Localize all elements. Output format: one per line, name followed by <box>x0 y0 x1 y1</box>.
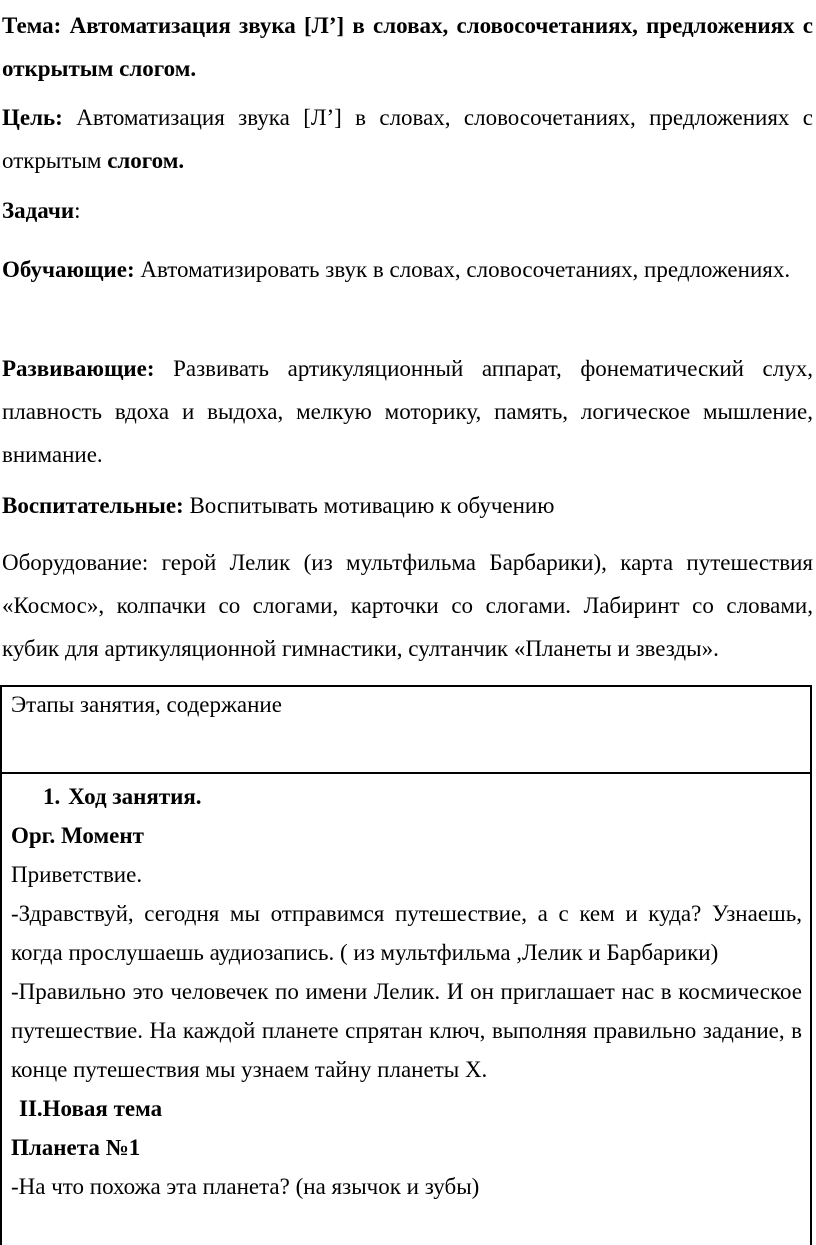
table-body-line <box>11 1167 802 1206</box>
goal-label: Цель: <box>2 105 63 130</box>
educational-label: Воспитательные: <box>2 493 184 518</box>
table-body-line <box>11 1128 802 1167</box>
table-body-line <box>11 972 802 1089</box>
section-heading: Планета №1 <box>11 1135 141 1160</box>
table-body-line <box>11 894 802 972</box>
educational-text: Воспитывать мотивацию к обучению <box>189 493 555 518</box>
body-text: -Правильно это человечек по имени Лелик. И он приглашает нас в космическое путешествие. На каждой планете спрятан ключ, выполняя правильно задание, в конце путешествия мы узнаем тайну планеты Х. <box>11 979 802 1082</box>
table-body-line <box>11 855 802 894</box>
tasks-heading <box>2 189 813 232</box>
teaching-text: Автоматизировать звук в словах, словосочетаниях, предложениях. <box>140 257 791 282</box>
body-text: -Здравствуй, сегодня мы отправимся путешествие, а с кем и куда? Узнаешь, когда прослушаешь аудиозапись. ( из мультфильма ,Лелик и Барбарики) <box>11 901 802 965</box>
topic-paragraph <box>2 4 813 90</box>
body-text: -На что похожа эта планета? (на язычок и зубы) <box>11 1174 480 1199</box>
list-number: 1. <box>43 784 61 809</box>
body-text: Приветствие. <box>11 862 143 887</box>
table-body-cell <box>11 777 802 1206</box>
table-body-line <box>11 1089 802 1128</box>
educational-paragraph <box>2 484 813 527</box>
developing-paragraph <box>2 347 813 476</box>
topic-text: Автоматизация звука [Л’] в словах, словосочетаниях, предложениях с открытым слогом. <box>2 13 813 81</box>
table-header-cell <box>2 687 810 774</box>
section-heading: II.Новая тема <box>19 1096 163 1121</box>
table-header-text: Этапы занятия, содержание <box>11 692 282 717</box>
lesson-table <box>0 685 812 1245</box>
section-heading: Орг. Момент <box>11 823 144 848</box>
tasks-colon: : <box>74 198 81 223</box>
goal-text-bold-end: слогом. <box>107 148 185 173</box>
topic-label: Тема: <box>2 13 62 38</box>
equipment-paragraph: Оборудование: герой Лелик (из мультфильма Барбарики), карта путешествия «Космос», колпачки со слогами, карточки со слогами. Лабиринт со словами, кубик для артикуляционной гимнастики, султанчик «Планеты и звезды». <box>2 550 813 661</box>
teaching-paragraph <box>2 248 813 291</box>
section-heading: Ход занятия. <box>68 784 202 809</box>
tasks-label: Задачи <box>2 198 75 223</box>
teaching-label: Обучающие: <box>2 257 135 282</box>
developing-label: Развивающие: <box>2 356 155 381</box>
table-body-line <box>11 816 802 855</box>
goal-text: Автоматизация звука [Л’] в словах, словосочетаниях, предложениях с открытым <box>2 105 814 173</box>
developing-text: Развивать артикуляционный аппарат, фонематический слух, плавность вдоха и выдоха, мелкую моторику, память, логическое мышление, внимание. <box>2 356 813 467</box>
table-body-line <box>11 777 802 816</box>
goal-paragraph <box>2 96 813 182</box>
